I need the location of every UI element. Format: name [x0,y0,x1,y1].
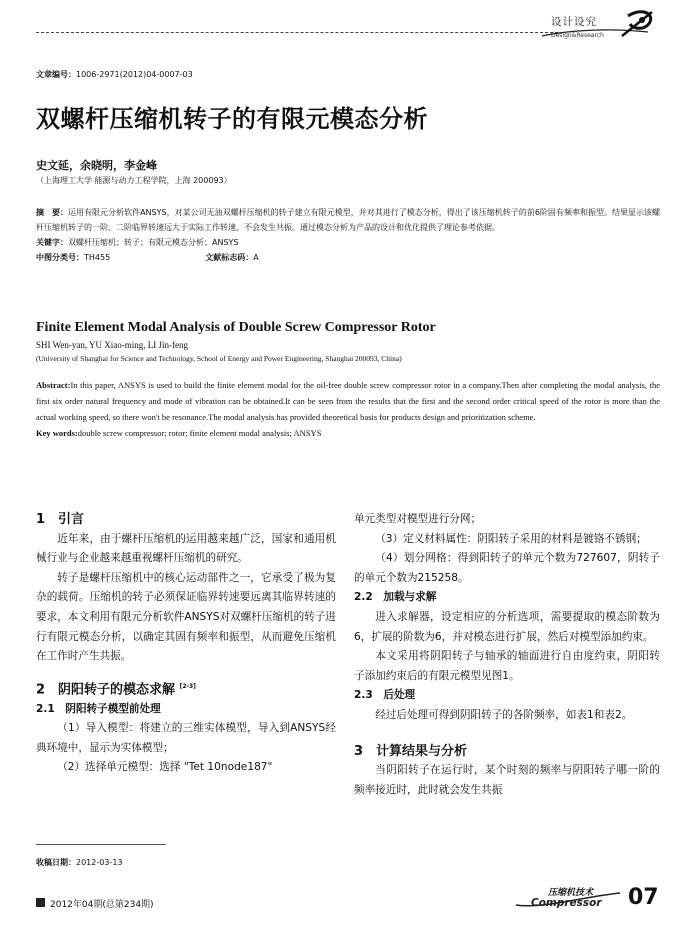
section-2-2-paragraph: 进入求解器，设定相应的分析选项，需要提取的模态阶数为6，扩展的阶数为6，并对模态进行扩展，然后对模型添加约束。 [354,610,660,643]
keywords-cn: 双螺杆压缩机；转子；有限元模态分析；ANSYS [68,238,239,247]
doc-code-label: 文献标志码： [205,253,254,262]
section-1-heading: 1 引言 [36,512,85,527]
section-1-paragraph: 近年来，由于螺杆压缩机的运用越来越广泛，国家和通用机械行业与企业越来越重视螺杆压缩机的研究。 [36,532,336,565]
section-2-2-heading: 2.2 加载与求解 [354,591,437,604]
title-en: Finite Element Modal Analysis of Double Screw Compressor Rotor [36,320,436,335]
received-date-value: 2012-03-13 [76,858,123,867]
article-number [36,69,193,80]
column-logo-subtext: Design&Research [551,32,604,39]
keywords-en: double screw compressor; rotor; finite element modal analysis; ANSYS [77,428,322,438]
keywords-en-label: Key words: [36,428,78,438]
section-2-heading-text: 2 阴阳转子的模态求解 [36,682,176,698]
section-2-heading [36,677,336,700]
abstract-en-text: In this paper, ANSYS is used to build the finite element modal for the oil-free double screw compressor rotor in a company.Then after completing the modal analysis, the first six order natural frequency and mode of vibration can be obtained.It can be seen from the results that the first and the second order critical speed of the rotor is more than the actual working speed, so there won't be resonance.The modal analysis has provided theoretical basis for products design and prioritization scheme. [36,380,660,422]
article-number-value: 1006-2971(2012)04-0007-03 [76,70,193,79]
affiliation-cn: （上海理工大学 能源与动力工程学院，上海 200093） [36,176,232,185]
journal-brand-name: 压缩机技术 [548,888,594,898]
section-2-3-paragraph: 经过后处理可得到阴阳转子的各阶频率，如表1和表2。 [375,708,633,721]
section-2-reference: [2-3] [179,682,196,690]
section-3-paragraph: 当阴阳转子在运行时，某个时刻的频率与阴阳转子哪一阶的频率接近时，此时就会发生共振 [354,764,660,796]
footer-square-icon [36,898,45,907]
page-number: 07 [628,885,659,910]
received-date [36,857,123,868]
abstract-cn-text: 运用有限元分析软件ANSYS，对某公司无油双螺杆压缩机的转子建立有限元模型，并对其进行了模态分析，得出了该压缩机转子的前6阶固有频率和振型。结果显示该螺杆压缩机转子的一阶、二阶临界转速远大于实际工作转速，不会发生共振。通过模态分析为产品的设计和优化提供了理论参考依据。 [36,208,660,232]
journal-brand-word: Compressor [531,897,602,909]
keywords-cn-label: 关键字： [36,238,68,247]
abstract-en [36,377,660,441]
section-2-1-heading: 2.1 阴阳转子模型前处理 [36,702,161,715]
issue-info: 2012年04期(总第234期) [50,900,154,910]
received-date-label: 收稿日期： [36,858,76,867]
right-paragraph: （3）定义材料属性：阴阳转子采用的材料是镀铬不锈钢； [375,532,647,545]
authors-cn: 史文延，余晓明，李金峰 [36,159,157,172]
doc-code-value: A [253,253,259,262]
right-column [354,510,660,800]
header-rule [36,32,558,33]
section-3-heading: 3 计算结果与分析 [354,743,468,759]
clc-value: TH455 [84,253,111,262]
abstract-en-label: Abstract: [36,380,71,390]
right-paragraph: 单元类型对模型进行分网； [354,513,482,525]
authors-en: SHI Wen-yan, YU Xiao-ming, LI Jin-feng [36,340,188,350]
section-2-1-paragraph: （2）选择单元模型：选择 "Tet 10node187" [57,761,273,774]
section-2-1-paragraph: （1）导入模型：将建立的三维实体模型，导入到ANSYS经典环境中，显示为实体模型； [36,722,336,754]
abstract-cn-label: 摘 要： [36,208,69,217]
affiliation-en: (University of Shanghai for Science and Technology, School of Energy and Power Engineering, Shanghai 200093, China) [36,354,402,363]
clc-label: 中图分类号： [36,253,84,262]
section-2-2-paragraph: 本文采用将阴阳转子与轴承的轴面进行自由度约束，阴阳转子添加约束后的有限元模型见图1。 [354,650,660,682]
article-number-label: 文章编号： [36,70,76,79]
footnote-rule [36,844,166,845]
right-paragraph: （4）划分网格：得到阳转子的单元个数为727607，阴转子的单元个数为215258。 [354,552,660,584]
abstract-cn [36,205,660,265]
section-2-3-heading: 2.3 后处理 [354,689,416,702]
section-1-paragraph: 转子是螺杆压缩机中的核心运动部件之一，它承受了极为复杂的载荷。压缩机的转子必须保证临界转速要远离其临界转速的要求，本文利用有限元分析软件ANSYS对双螺杆压缩机的转子进行有限元模态分析，以确定其固有频率和振型，从而避免压缩机在工作时产生共振。 [36,571,336,663]
column-logo-text: 设计设究 [551,16,597,28]
left-column [36,510,336,778]
page-title: 双螺杆压缩机转子的有限元模态分析 [36,104,428,133]
